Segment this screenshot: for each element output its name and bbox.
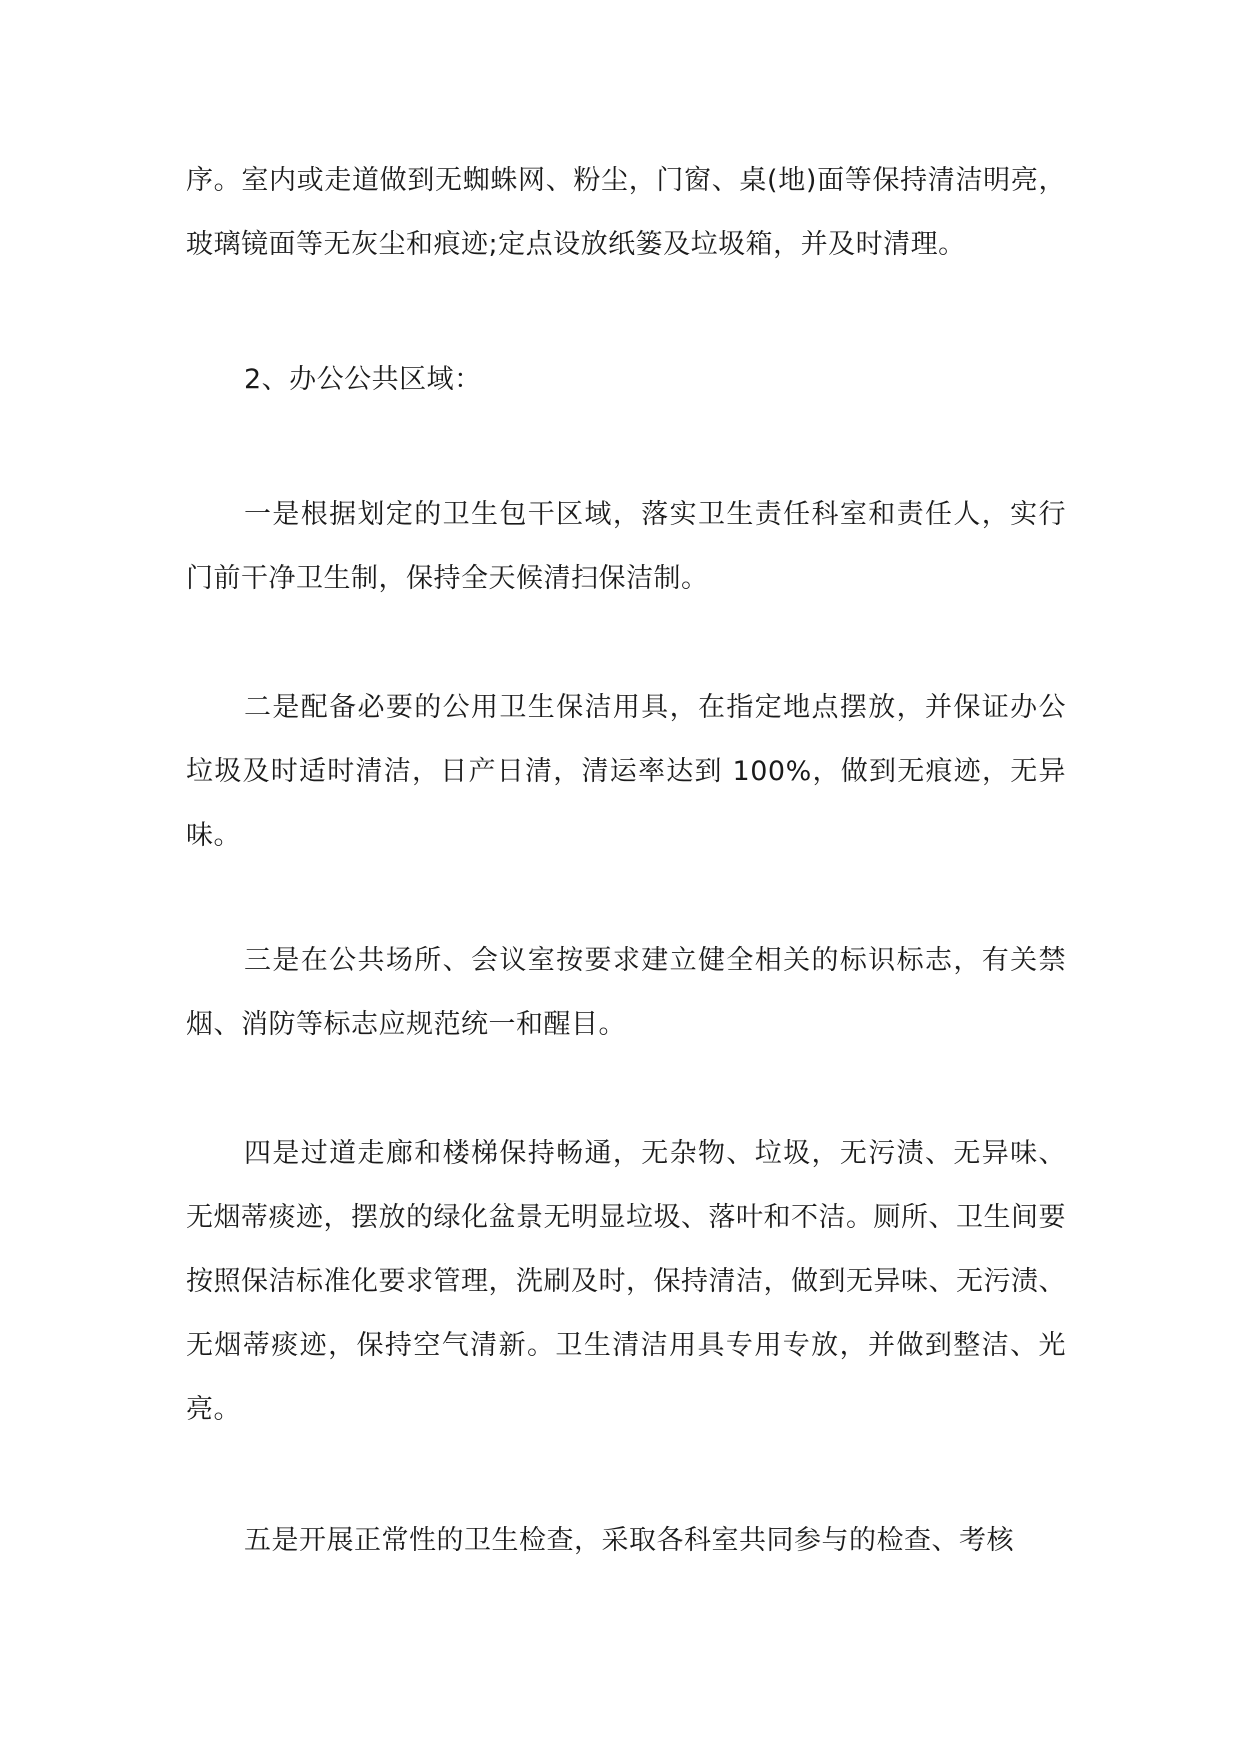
section-heading: 2、办公公共区域：	[244, 364, 482, 395]
paragraph-item-2: 二是配备必要的公用卫生保洁用具，在指定地点摆放，并保证办公垃圾及时适时清洁，日产日清，清运率达到 100%，做到无痕迹，无异味。	[186, 692, 1066, 851]
paragraph-item-4: 四是过道走廊和楼梯保持畅通，无杂物、垃圾，无污渍、无异味、无烟蒂痰迹，摆放的绿化盆景无明显垃圾、落叶和不洁。厕所、卫生间要按照保洁标准化要求管理，洗刷及时，保持清洁，做到无异味、无污渍、无烟蒂痰迹，保持空气清新。卫生清洁用具专用专放，并做到整洁、光亮。	[186, 1138, 1066, 1425]
paragraph-continuation: 序。室内或走道做到无蜘蛛网、粉尘，门窗、桌(地)面等保持清洁明亮，玻璃镜面等无灰尘和痕迹;定点设放纸篓及垃圾箱，并及时清理。	[186, 165, 1066, 260]
paragraph-item-3: 三是在公共场所、会议室按要求建立健全相关的标识标志，有关禁烟、消防等标志应规范统一和醒目。	[186, 945, 1066, 1040]
paragraph-item-1: 一是根据划定的卫生包干区域，落实卫生责任科室和责任人，实行门前干净卫生制，保持全天候清扫保洁制。	[186, 499, 1066, 594]
paragraph-item-5: 五是开展正常性的卫生检查，采取各科室共同参与的检查、考核	[244, 1525, 1014, 1556]
